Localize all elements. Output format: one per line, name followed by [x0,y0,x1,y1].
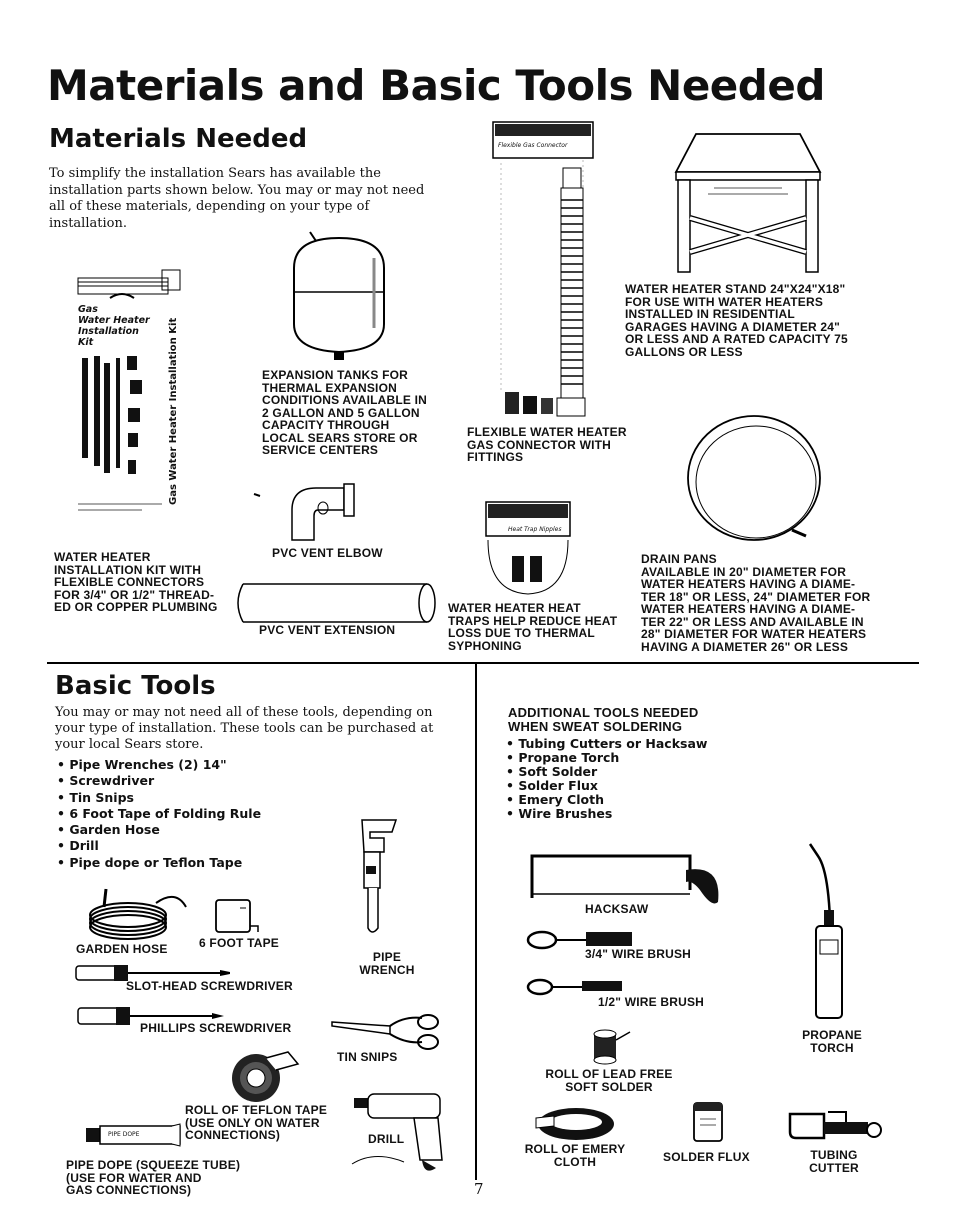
additional-tools-list [506,737,707,821]
materials-intro: To simplify the installation Sears has available the installation parts shown below. You may or may not need all of these materials, depending on your type of installation. [49,166,425,231]
tin-snips-label: TIN SNIPS [337,1050,398,1064]
list-item: • Wire Brushes [506,806,613,821]
list-item: • Drill [57,838,99,854]
stand-caption: WATER HEATER STAND 24"X24"X18" FOR USE WITH WATER HEATERS INSTALLED IN RESIDENTIAL GARAGES HAVING A DIAMETER 24" OR LESS AND A RATED CAPACITY 75 GALLONS OR LESS [625,282,848,359]
column-divider [475,662,477,1180]
list-item: • Pipe Wrenches (2) 14" [57,757,227,772]
drain-caption: DRAIN PANS AVAILABLE IN 20" DIAMETER FOR WATER HEATERS HAVING A DIAME- TER 18" OR LESS, 24" DIAMETER FOR WATER HEATERS HAVING A DIAME- TER 22" OR LESS AND AVAILABLE IN 28" DIAMETER FOR WATER HEATERS HAVING A DIAMETER 26" OR LESS [641,552,871,654]
traps-package-label: Heat Trap Nipples [508,526,562,533]
kit-package-label: Gas Water Heater Installation Kit [78,304,150,348]
pvc-elbow-image [252,482,362,542]
elbow-caption: PVC VENT ELBOW [272,546,383,560]
list-item: • Tin Snips [57,789,134,805]
pvc-extension-image [233,582,437,624]
hacksaw-label: HACKSAW [585,902,649,916]
emery-cloth-image [530,1104,620,1144]
extension-caption: PVC VENT EXTENSION [259,623,396,637]
connector-caption: FLEXIBLE WATER HEATER GAS CONNECTOR WITH FITTINGS [467,425,627,464]
additional-tools-heading: ADDITIONAL TOOLS NEEDED WHEN SWEAT SOLDERING [508,705,699,734]
list-item: • Pipe dope or Teflon Tape [57,854,243,870]
pipe-dope-tube-print: PIPE DOPE [108,1131,140,1138]
drain-pan-image [684,412,824,546]
water-heater-stand-image [668,132,828,276]
teflon-tape-label: ROLL OF TEFLON TAPE (USE ONLY ON WATER CONNECTIONS) [185,1103,328,1142]
materials-heading: Materials Needed [49,124,308,154]
section-divider [47,662,919,664]
list-item: • Tubing Cutters or Hacksaw [506,736,708,751]
solder-flux-image [690,1099,726,1143]
pipe-dope-label: PIPE DOPE (SQUEEZE TUBE) (USE FOR WATER AND GAS CONNECTIONS) [66,1158,241,1197]
slot-screwdriver-label: SLOT-HEAD SCREWDRIVER [126,979,293,993]
tin-snips-image [330,1010,442,1054]
propane-torch-label: PROPANE TORCH [802,1028,862,1055]
flux-label: SOLDER FLUX [663,1150,750,1164]
page-number: 7 [474,1180,484,1198]
list-item: • Propane Torch [506,750,620,765]
expansion-tank-image [284,228,394,362]
list-item: • Screwdriver [57,773,155,789]
list-item: • Emery Cloth [506,792,604,807]
list-item: • Garden Hose [57,822,160,838]
kit-caption: WATER HEATER INSTALLATION KIT WITH FLEXIBLE CONNECTORS FOR 3/4" OR 1/2" THREAD- ED OR COPPER PLUMBING [54,550,218,614]
list-item: • Soft Solder [506,764,598,779]
basic-tools-heading: Basic Tools [55,671,216,701]
pipe-wrench-label: PIPE WRENCH [359,950,415,977]
emery-label: ROLL OF EMERY CLOTH [524,1142,626,1169]
phillips-screwdriver-label: PHILLIPS SCREWDRIVER [140,1021,292,1035]
garden-hose-label: GARDEN HOSE [76,942,168,956]
tubing-cutter-label: TUBING CUTTER [809,1148,859,1175]
tape-measure-image [214,898,258,936]
list-item: • 6 Foot Tape of Folding Rule [57,805,262,821]
wire-brush-12-label: 1/2" WIRE BRUSH [598,995,705,1009]
wire-brush-34-label: 3/4" WIRE BRUSH [585,947,692,961]
six-foot-tape-label: 6 FOOT TAPE [199,936,279,950]
basic-tools-intro: You may or may not need all of these tools, depending on your type of installation. These tools can be purchased at your local Sears store. [55,705,434,752]
list-item: • Solder Flux [506,778,598,793]
hacksaw-image [526,850,726,908]
connector-package-label: Flexible Gas Connector [498,142,568,149]
solder-label: ROLL OF LEAD FREE SOFT SOLDER [545,1067,673,1094]
pipe-wrench-image [356,816,402,938]
heat-traps-image [484,500,574,596]
teflon-tape-image [226,1048,306,1104]
expansion-caption: EXPANSION TANKS FOR THERMAL EXPANSION CONDITIONS AVAILABLE IN 2 GALLON AND 5 GALLON CAPACITY THROUGH LOCAL SEARS STORE OR SERVICE CENTERS [262,368,428,457]
solder-roll-image [586,1026,632,1066]
propane-torch-image [804,840,848,1024]
tubing-cutter-image [786,1104,882,1150]
gas-connector-image [487,120,599,420]
garden-hose-image [86,885,190,941]
basic-tools-list [57,757,261,871]
page-title: Materials and Basic Tools Needed [47,61,825,110]
kit-side-label: Gas Water Heater Installation Kit [168,317,179,505]
drill-label: DRILL [368,1132,405,1146]
traps-caption: WATER HEATER HEAT TRAPS HELP REDUCE HEAT LOSS DUE TO THERMAL SYPHONING [448,601,618,653]
